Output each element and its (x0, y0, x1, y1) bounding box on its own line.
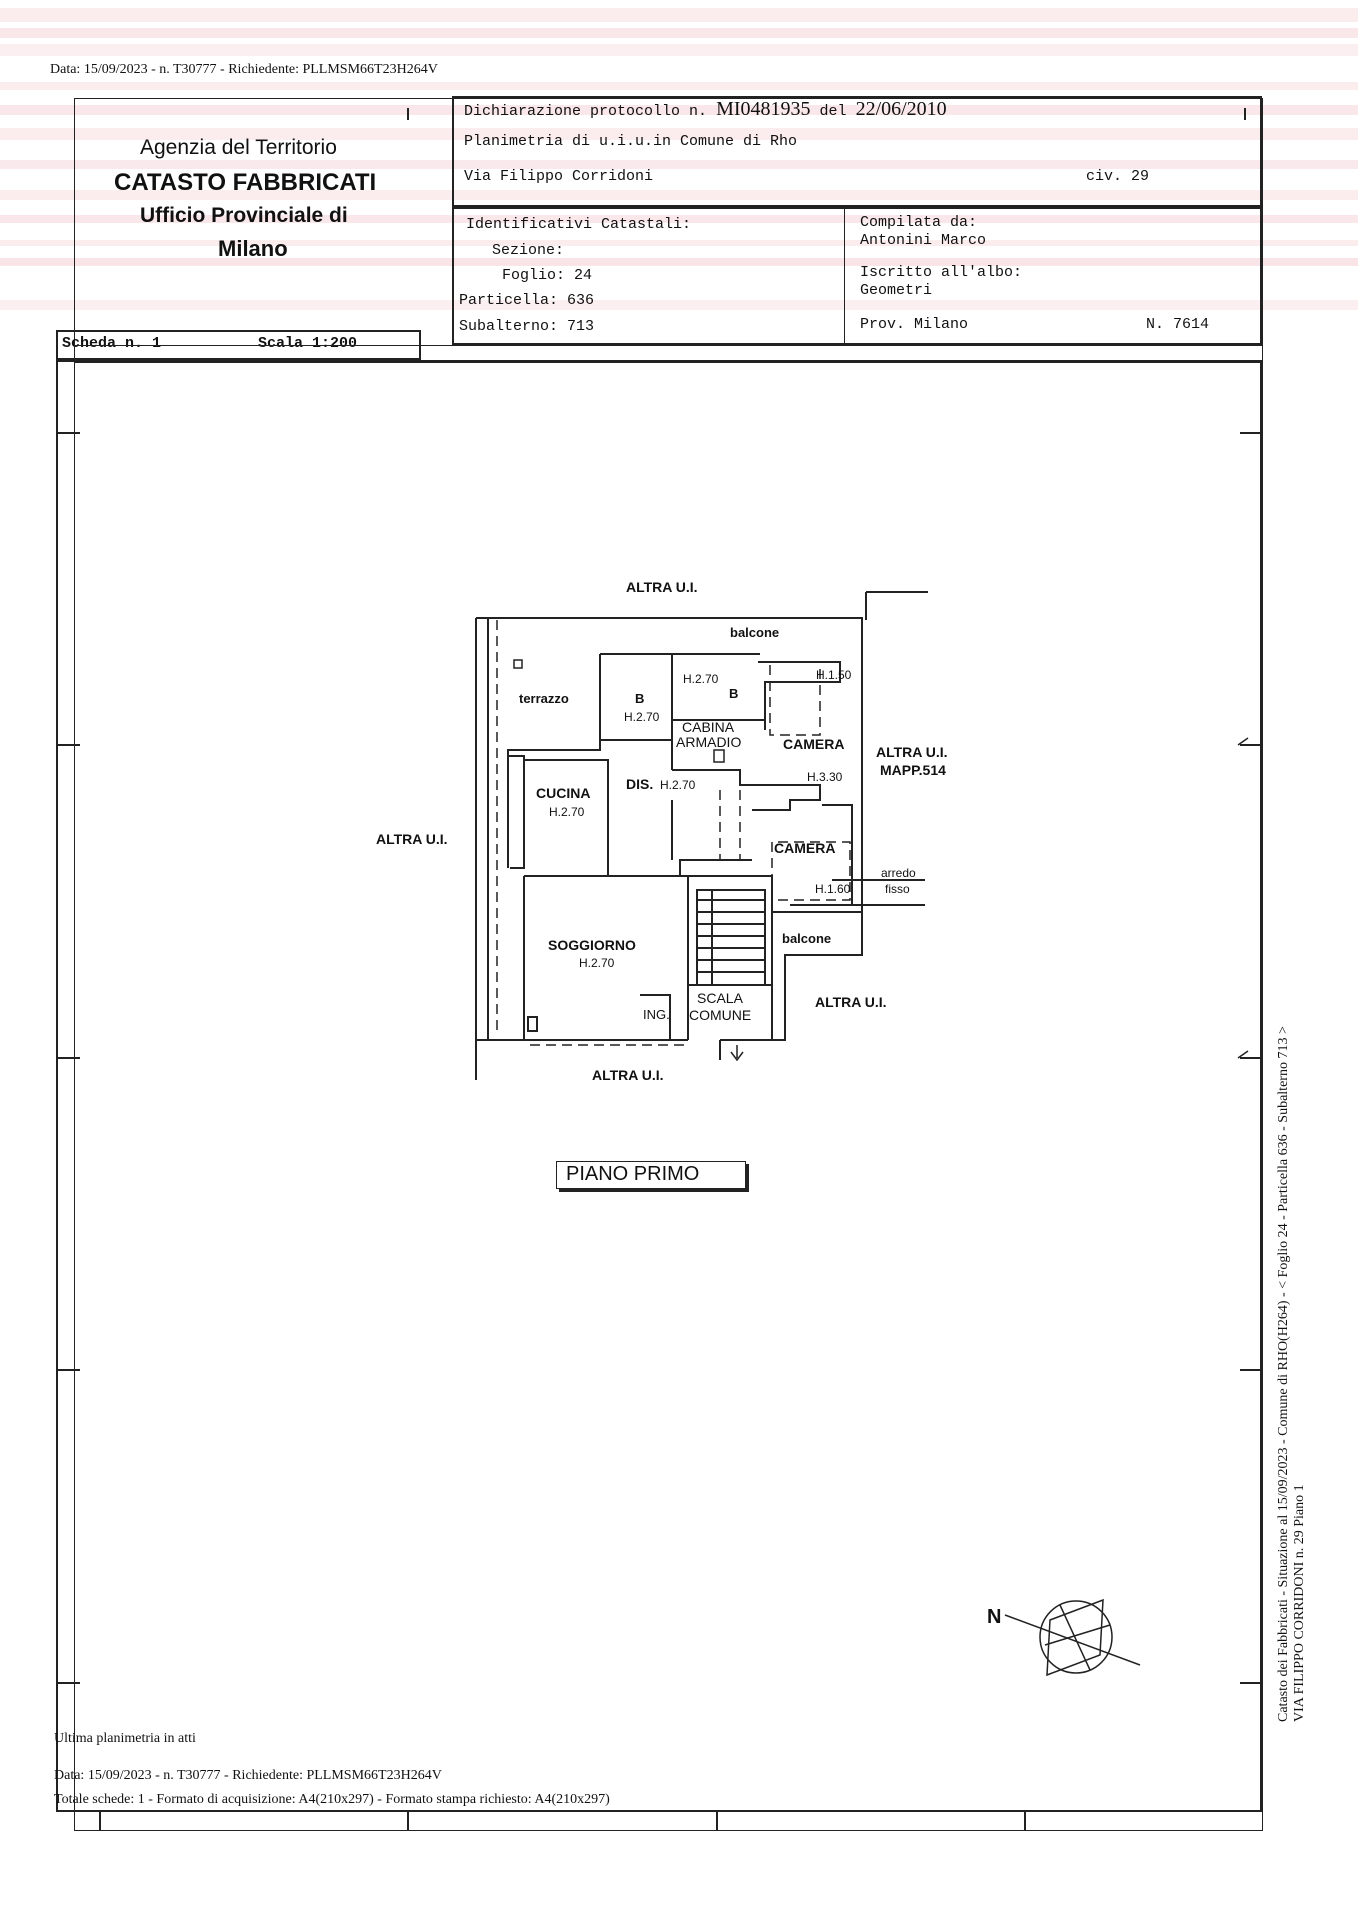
arredo-label: arredo (881, 866, 916, 880)
cucina-height: H.2.70 (549, 805, 585, 819)
h160-label: H.1.60 (815, 882, 851, 896)
particella-value: 636 (567, 292, 595, 309)
register-label: Iscritto all'albo: (860, 264, 1023, 281)
bagno1-height: H.2.70 (624, 710, 660, 724)
h150-label: H.1.50 (816, 668, 852, 682)
identifiers-title: Identificativi Catastali: (466, 216, 692, 233)
dis-height: H.2.70 (660, 778, 696, 792)
neighbor-bottom-right: ALTRA U.I. (815, 994, 887, 1010)
protocol-number: MI0481935 (716, 98, 811, 120)
north-arrow-icon (1005, 1600, 1140, 1675)
comune-label: COMUNE (689, 1007, 752, 1023)
agency-line1: Agenzia del Territorio (140, 136, 337, 159)
declaration-prefix: Dichiarazione protocollo n. (464, 103, 708, 120)
armadio-label: ARMADIO (676, 734, 742, 750)
compiler-name: Antonini Marco (860, 232, 987, 249)
del-label: del (819, 103, 847, 120)
agency-line4: Milano (218, 236, 288, 261)
protocol-date: 22/06/2010 (855, 98, 947, 120)
side-text-line1: Catasto dei Fabbricati - Situazione al 15/09/2023 - Comune di RHO(H264) - < Foglio 24 - Particella 636 - Subalterno 713 > (1276, 1026, 1291, 1722)
footer-totals: Totale schede: 1 - Formato di acquisizione: A4(210x297) - Formato stampa richiesto: A4(210x297) (54, 1792, 610, 1807)
side-text-line2: VIA FILIPPO CORRIDONI n. 29 Piano 1 (1292, 1484, 1307, 1722)
foglio-label: Foglio: (502, 267, 566, 284)
camera1-label: CAMERA (783, 736, 845, 752)
neighbor-bottom: ALTRA U.I. (592, 1067, 664, 1083)
compiled-by-label: Compilata da: (860, 214, 978, 231)
soggiorno-height: H.2.70 (579, 956, 615, 970)
neighbor-top: ALTRA U.I. (626, 579, 698, 595)
agency-line2: CATASTO FABBRICATI (114, 169, 377, 196)
scheda-scale: Scala 1:200 (258, 335, 358, 352)
register-number: N. 7614 (1146, 316, 1210, 333)
top-stamp: Data: 15/09/2023 - n. T30777 - Richiedente: PLLMSM66T23H264V (50, 62, 438, 77)
province: Prov. Milano (860, 316, 969, 333)
balcone-bottom-label: balcone (782, 931, 832, 946)
civic-number: civ. 29 (1086, 168, 1150, 185)
neighbor-right1: ALTRA U.I. (876, 744, 948, 760)
footer-stamp: Data: 15/09/2023 - n. T30777 - Richiedente: PLLMSM66T23H264V (54, 1768, 442, 1783)
neighbor-left: ALTRA U.I. (376, 831, 448, 847)
particella-label: Particella: (459, 292, 559, 309)
foglio-value: 24 (574, 267, 593, 284)
subalterno-value: 713 (567, 318, 595, 335)
ing-label: ING. (643, 1007, 670, 1022)
floor-label: PIANO PRIMO (566, 1163, 700, 1185)
agency-line3: Ufficio Provinciale di (140, 204, 348, 227)
fisso-label: fisso (885, 882, 910, 896)
scheda-label: Scheda n. 1 (62, 335, 162, 352)
sezione-label: Sezione: (492, 242, 565, 259)
planimetry-line: Planimetria di u.i.u.in Comune di Rho (464, 133, 798, 150)
h330-label: H.3.30 (807, 770, 843, 784)
street-line: Via Filippo Corridoni (464, 168, 654, 185)
last-plan-note: Ultima planimetria in atti (54, 1731, 196, 1746)
cabina-label: CABINA (682, 719, 735, 735)
cucina-label: CUCINA (536, 785, 591, 801)
terrazzo-label: terrazzo (519, 691, 569, 706)
bagno2-height: H.2.70 (683, 672, 719, 686)
balcone-top-label: balcone (730, 625, 780, 640)
dis-label: DIS. (626, 776, 654, 792)
register-value: Geometri (860, 282, 933, 299)
scala-label: SCALA (697, 990, 743, 1006)
bagno2-label: B (729, 686, 739, 701)
bagno1-label: B (635, 691, 645, 706)
north-label: N (987, 1606, 1002, 1628)
soggiorno-label: SOGGIORNO (548, 937, 636, 953)
neighbor-right2: MAPP.514 (880, 762, 946, 778)
subalterno-label: Subalterno: (459, 318, 559, 335)
camera2-label: CAMERA (774, 840, 836, 856)
